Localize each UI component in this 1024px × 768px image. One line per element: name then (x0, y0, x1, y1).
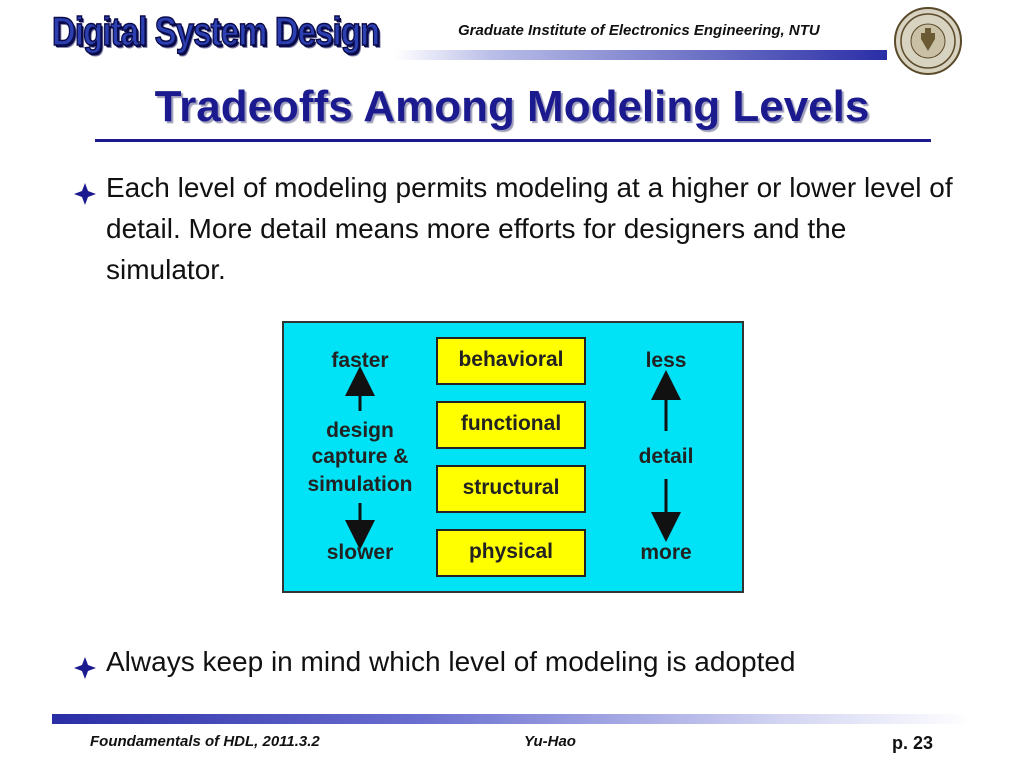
level-box-behavioral: behavioral (436, 337, 586, 385)
label-faster: faster (331, 349, 389, 372)
diamond-bullet-icon (74, 167, 106, 290)
modeling-levels-diagram (282, 321, 744, 593)
course-title-logo: Digital System Design (52, 10, 380, 54)
diamond-bullet-icon (74, 641, 106, 690)
bullet-item (74, 641, 954, 690)
bullet-item (74, 167, 954, 290)
title-underline (95, 139, 931, 142)
label-slower: slower (326, 541, 394, 564)
bullet-text: Always keep in mind which level of modeling is adopted (106, 646, 796, 677)
page-number: p. 23 (892, 733, 934, 753)
footer-gradient-bar (52, 714, 972, 724)
label-more: more (640, 541, 692, 564)
bullet-text: Each level of modeling permits modeling at a higher or lower level of detail. More detail means more efforts for designers and the simulator. (106, 172, 953, 285)
footer-author: Yu-Hao (524, 733, 576, 750)
level-box-structural: structural (436, 465, 586, 513)
label-less: less (645, 349, 687, 372)
university-seal-icon (893, 6, 963, 76)
institute-name: Graduate Institute of Electronics Engineering, NTU (458, 22, 820, 39)
level-box-functional: functional (436, 401, 586, 449)
header-gradient-bar (395, 50, 887, 60)
label-design: design (326, 419, 394, 442)
footer-course: Foundamentals of HDL, 2011.3.2 (90, 733, 320, 750)
label-capture: capture & (311, 445, 409, 468)
label-simulation: simulation (307, 473, 413, 496)
slide-title: Tradeoffs Among Modeling Levels (154, 82, 870, 131)
level-box-physical: physical (436, 529, 586, 577)
label-detail: detail (638, 445, 694, 468)
